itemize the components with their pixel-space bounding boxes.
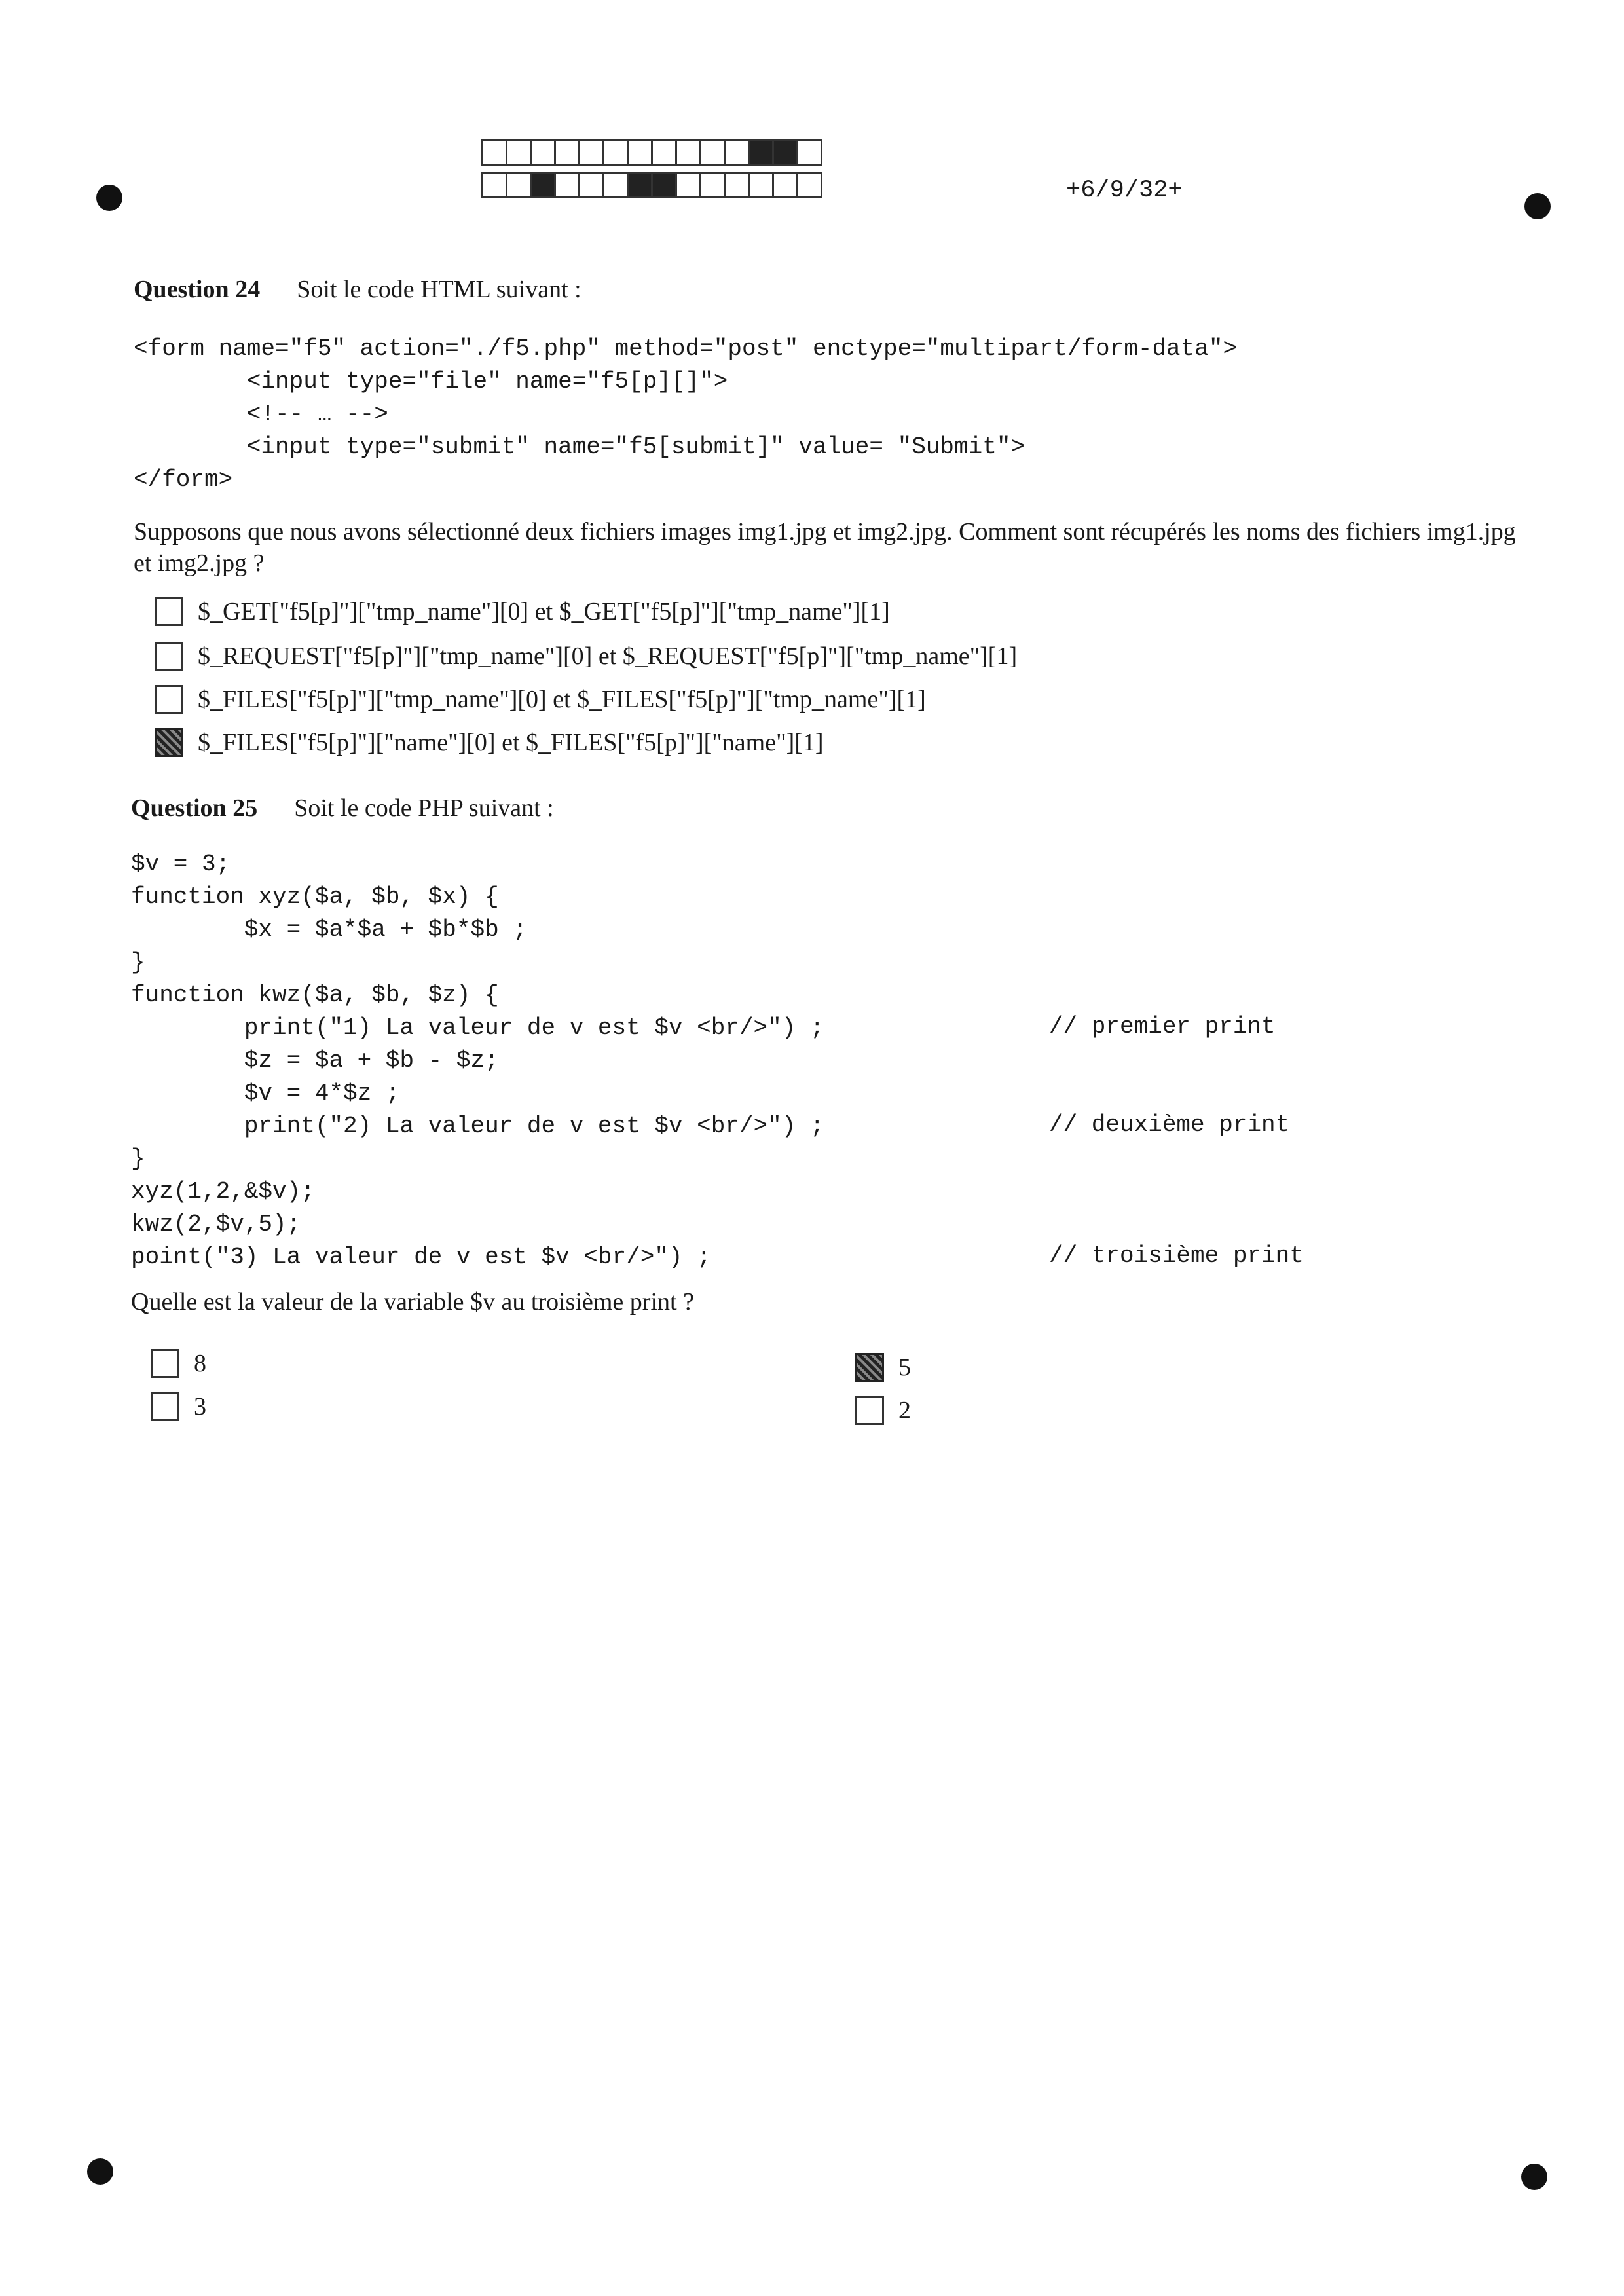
registration-dot-bottom-right xyxy=(1521,2164,1547,2190)
code-comment: // premier print xyxy=(1049,1013,1276,1040)
question-intro: Soit le code PHP suivant : xyxy=(294,794,554,822)
barcode-cell xyxy=(627,139,653,166)
code-line: <input type="file" name="f5[p][]"> xyxy=(246,368,728,395)
barcode-cell xyxy=(675,172,701,198)
html-code-block xyxy=(134,333,1237,496)
question-25-header xyxy=(131,794,554,823)
barcode-cell xyxy=(796,139,822,166)
answer-option[interactable] xyxy=(155,728,824,757)
option-label: $_GET["f5[p]"]["tmp_name"][0] et $_GET["f5[p]"]["tmp_name"][1] xyxy=(198,598,890,625)
question-25-text: Quelle est la valeur de la variable $v au troisième print ? xyxy=(131,1288,694,1316)
code-comment: // deuxième print xyxy=(1049,1111,1290,1138)
barcode-cell xyxy=(724,172,750,198)
code-line: print("1) La valeur de v est $v <br/>") ; xyxy=(244,1014,824,1041)
answer-option[interactable] xyxy=(151,1349,206,1378)
answer-option[interactable] xyxy=(155,642,1017,671)
answer-option[interactable] xyxy=(855,1396,911,1425)
code-line: point("3) La valeur de v est $v <br/>") ; xyxy=(131,1244,711,1270)
barcode-cell xyxy=(578,172,604,198)
answer-option[interactable] xyxy=(151,1392,206,1421)
code-line: <input type="submit" name="f5[submit]" value= "Submit"> xyxy=(246,434,1025,460)
barcode-cell xyxy=(699,172,726,198)
checkbox[interactable] xyxy=(855,1353,884,1382)
page-id: +6/9/32+ xyxy=(1066,177,1183,204)
barcode-cell xyxy=(506,172,532,198)
answer-option[interactable] xyxy=(155,597,890,626)
code-line: <form name="f5" action="./f5.php" method="post" enctype="multipart/form-data"> xyxy=(134,335,1238,362)
barcode-cell xyxy=(554,139,580,166)
question-label: Question 24 xyxy=(134,276,261,303)
option-label: 5 xyxy=(898,1354,911,1381)
barcode-cell xyxy=(602,172,629,198)
code-line: } xyxy=(131,949,145,976)
checkbox[interactable] xyxy=(855,1396,884,1425)
option-label: 2 xyxy=(898,1397,911,1424)
checkbox[interactable] xyxy=(155,685,183,714)
barcode-cell xyxy=(796,172,822,198)
barcode-cell xyxy=(578,139,604,166)
registration-dot-top-left xyxy=(96,185,122,211)
registration-dot-top-right xyxy=(1524,193,1551,219)
barcode-cell xyxy=(506,139,532,166)
code-line: print("2) La valeur de v est $v <br/>") ; xyxy=(244,1113,824,1139)
code-line: function kwz($a, $b, $z) { xyxy=(131,982,499,1009)
barcode-cell xyxy=(724,139,750,166)
code-line: </form> xyxy=(134,466,233,493)
checkbox[interactable] xyxy=(155,728,183,757)
code-line: <!-- … --> xyxy=(246,401,388,428)
code-line: function xyz($a, $b, $x) { xyxy=(131,883,499,910)
barcode-cell xyxy=(772,172,798,198)
option-label: 8 xyxy=(194,1350,206,1377)
barcode-cell xyxy=(748,172,774,198)
checkbox[interactable] xyxy=(155,642,183,671)
checkbox[interactable] xyxy=(155,597,183,626)
barcode-cell xyxy=(481,139,507,166)
barcode-cell xyxy=(651,172,677,198)
code-line: } xyxy=(131,1145,145,1172)
barcode-cell xyxy=(748,139,774,166)
option-label: $_REQUEST["f5[p]"]["tmp_name"][0] et $_REQUEST["f5[p]"]["tmp_name"][1] xyxy=(198,642,1018,670)
option-label: 3 xyxy=(194,1393,206,1420)
barcode-row-2 xyxy=(481,172,821,198)
barcode-cell xyxy=(554,172,580,198)
code-line: xyz(1,2,&$v); xyxy=(131,1178,315,1205)
barcode-cell xyxy=(627,172,653,198)
barcode-cell xyxy=(699,139,726,166)
question-intro: Soit le code HTML suivant : xyxy=(297,276,581,303)
barcode-cell xyxy=(772,139,798,166)
question-24-header xyxy=(134,275,581,304)
barcode-cell xyxy=(530,172,556,198)
barcode-cell xyxy=(675,139,701,166)
barcode-cell xyxy=(530,139,556,166)
code-line: kwz(2,$v,5); xyxy=(131,1211,301,1238)
code-line: $x = $a*$a + $b*$b ; xyxy=(244,916,527,943)
code-line: $v = 4*$z ; xyxy=(244,1080,400,1107)
answer-option[interactable] xyxy=(155,685,926,714)
barcode-row-1 xyxy=(481,139,821,166)
option-label: $_FILES["f5[p]"]["name"][0] et $_FILES["f5[p]"]["name"][1] xyxy=(198,729,824,756)
checkbox[interactable] xyxy=(151,1349,179,1378)
option-label: $_FILES["f5[p]"]["tmp_name"][0] et $_FILES["f5[p]"]["tmp_name"][1] xyxy=(198,686,926,713)
code-line: $v = 3; xyxy=(131,851,231,878)
answer-option[interactable] xyxy=(855,1353,911,1382)
barcode-cell xyxy=(602,139,629,166)
registration-dot-bottom-left xyxy=(87,2158,113,2185)
question-24-text: Supposons que nous avons sélectionné deux fichiers images img1.jpg et img2.jpg. Comment sont récupérés les noms des fichiers img1.jpg et img2.jpg ? xyxy=(134,518,1516,577)
barcode-cell xyxy=(481,172,507,198)
code-comment: // troisième print xyxy=(1049,1242,1304,1269)
question-label: Question 25 xyxy=(131,794,258,822)
code-line: $z = $a + $b - $z; xyxy=(244,1047,499,1074)
barcode-cell xyxy=(651,139,677,166)
checkbox[interactable] xyxy=(151,1392,179,1421)
php-code-block xyxy=(131,848,824,1274)
